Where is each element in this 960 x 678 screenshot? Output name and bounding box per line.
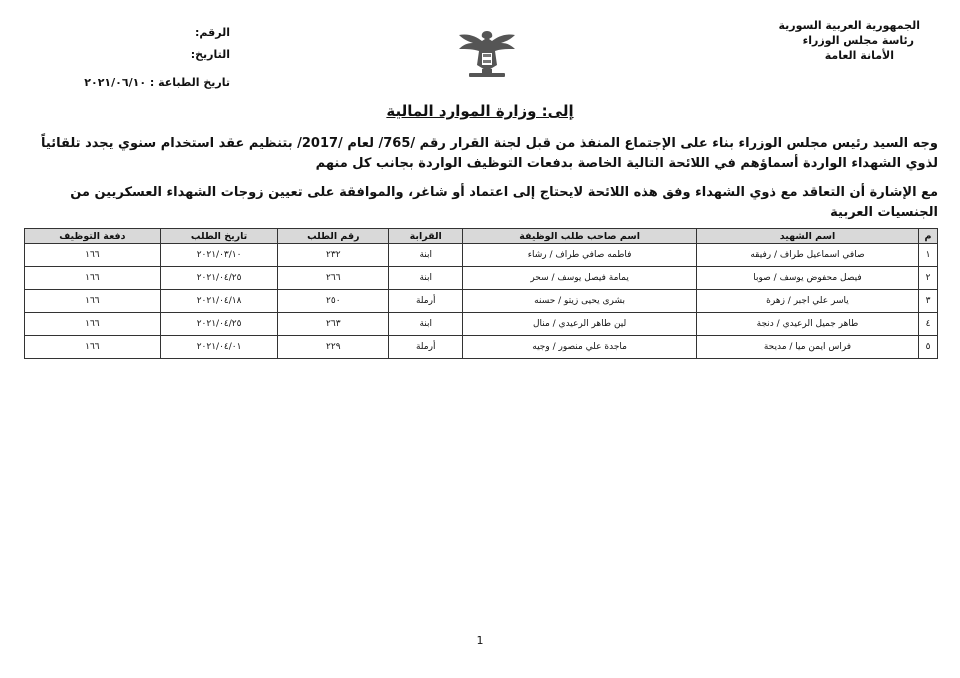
cell-batch: ١٦٦: [25, 244, 161, 267]
col-header-relation: القرابة: [389, 229, 463, 244]
print-date: تاريخ الطباعة : ٢٠٢١/٠٦/١٠: [84, 76, 230, 89]
cell-request-no: ٢٦٦: [278, 267, 389, 290]
addressee-text: إلى: وزارة الموارد المالية: [386, 102, 574, 120]
cell-request-date: ٢٠٢١/٠٤/١٨: [160, 290, 278, 313]
cell-batch: ١٦٦: [25, 313, 161, 336]
reference-block: [60, 22, 230, 94]
issuer-line: الجمهورية العربية السورية: [778, 19, 920, 32]
col-header-request-date: تاريخ الطلب: [160, 229, 278, 244]
cell-batch: ١٦٦: [25, 290, 161, 313]
beneficiaries-table: [24, 228, 938, 359]
cell-applicant: ماجدة علي منصور / وجيه: [463, 336, 697, 359]
cell-batch: ١٦٦: [25, 336, 161, 359]
issuer-line: الأمانة العامة: [824, 49, 894, 62]
cell-request-no: ٢٥٠: [278, 290, 389, 313]
body-paragraph-2: مع الإشارة أن التعاقد مع ذوي الشهداء وفق هذه اللائحة لايحتاج إلى اعتماد أو شاغر، والموافقة على تعيين زوجات الشهداء العسكريين من الجنسيات العربية: [70, 185, 938, 220]
cell-index: ١: [919, 244, 938, 267]
cell-index: ٤: [919, 313, 938, 336]
table-row: [25, 244, 938, 267]
cell-martyr: طاهر جميل الرعيدي / دنجة: [696, 313, 918, 336]
cell-martyr: ياسر علي اجبر / زهرة: [696, 290, 918, 313]
cell-relation: أرملة: [389, 336, 463, 359]
date-label: التاريخ:: [190, 48, 230, 61]
cell-request-no: ٢٣٢: [278, 244, 389, 267]
eagle-emblem-icon: [455, 25, 519, 83]
page-number: 1: [476, 634, 484, 647]
cell-relation: ابنة: [389, 267, 463, 290]
cell-martyr: فيصل محفوض يوسف / صوبا: [696, 267, 918, 290]
addressee: [0, 102, 960, 120]
cell-relation: ابنة: [389, 313, 463, 336]
table-row: [25, 290, 938, 313]
cell-applicant: لين طاهر الرعيدي / منال: [463, 313, 697, 336]
cell-index: ٢: [919, 267, 938, 290]
col-header-martyr: اسم الشهيد: [696, 229, 918, 244]
cell-request-date: ٢٠٢١/٠٤/٢٥: [160, 267, 278, 290]
table-row: [25, 267, 938, 290]
body-paragraph-1: وجه السيد رئيس مجلس الوزراء بناء على الإجتماع المنفذ من قبل لجنة القرار رقم /765/ لعام /2017/ بتنظيم عقد استخدام سنوي يجدد تلقائياً لذوي الشهداء الواردة أسماؤهم في اللائحة التالية الخاصة بدفعات التوظيف الواردة بجانب كل منهم: [41, 136, 938, 171]
cell-applicant: يمامة فيصل يوسف / سحر: [463, 267, 697, 290]
cell-martyr: صافي اسماعيل طراف / رفيقه: [696, 244, 918, 267]
table-row: [25, 313, 938, 336]
number-label: الرقم:: [195, 26, 230, 39]
cell-applicant: بشرى يحيى زيتو / حسنه: [463, 290, 697, 313]
table-header-row: [25, 229, 938, 244]
cell-request-date: ٢٠٢١/٠٣/١٠: [160, 244, 278, 267]
cell-relation: ابنة: [389, 244, 463, 267]
col-header-request-no: رقم الطلب: [278, 229, 389, 244]
cell-martyr: فراس ايمن ميا / مديحة: [696, 336, 918, 359]
cell-relation: أرملة: [389, 290, 463, 313]
table-row: [25, 336, 938, 359]
col-header-batch: دفعة التوظيف: [25, 229, 161, 244]
cell-request-no: ٢٦٣: [278, 313, 389, 336]
cell-applicant: فاطمه صافي طراف / رشاء: [463, 244, 697, 267]
cell-request-date: ٢٠٢١/٠٤/٠١: [160, 336, 278, 359]
cell-batch: ١٦٦: [25, 267, 161, 290]
issuer-block: [720, 18, 920, 63]
cell-request-no: ٢٢٩: [278, 336, 389, 359]
cell-index: ٥: [919, 336, 938, 359]
cell-index: ٣: [919, 290, 938, 313]
col-header-index: م: [919, 229, 938, 244]
issuer-line: رئاسة مجلس الوزراء: [802, 34, 914, 47]
col-header-applicant: اسم صاحب طلب الوظيفة: [463, 229, 697, 244]
cell-request-date: ٢٠٢١/٠٤/٢٥: [160, 313, 278, 336]
